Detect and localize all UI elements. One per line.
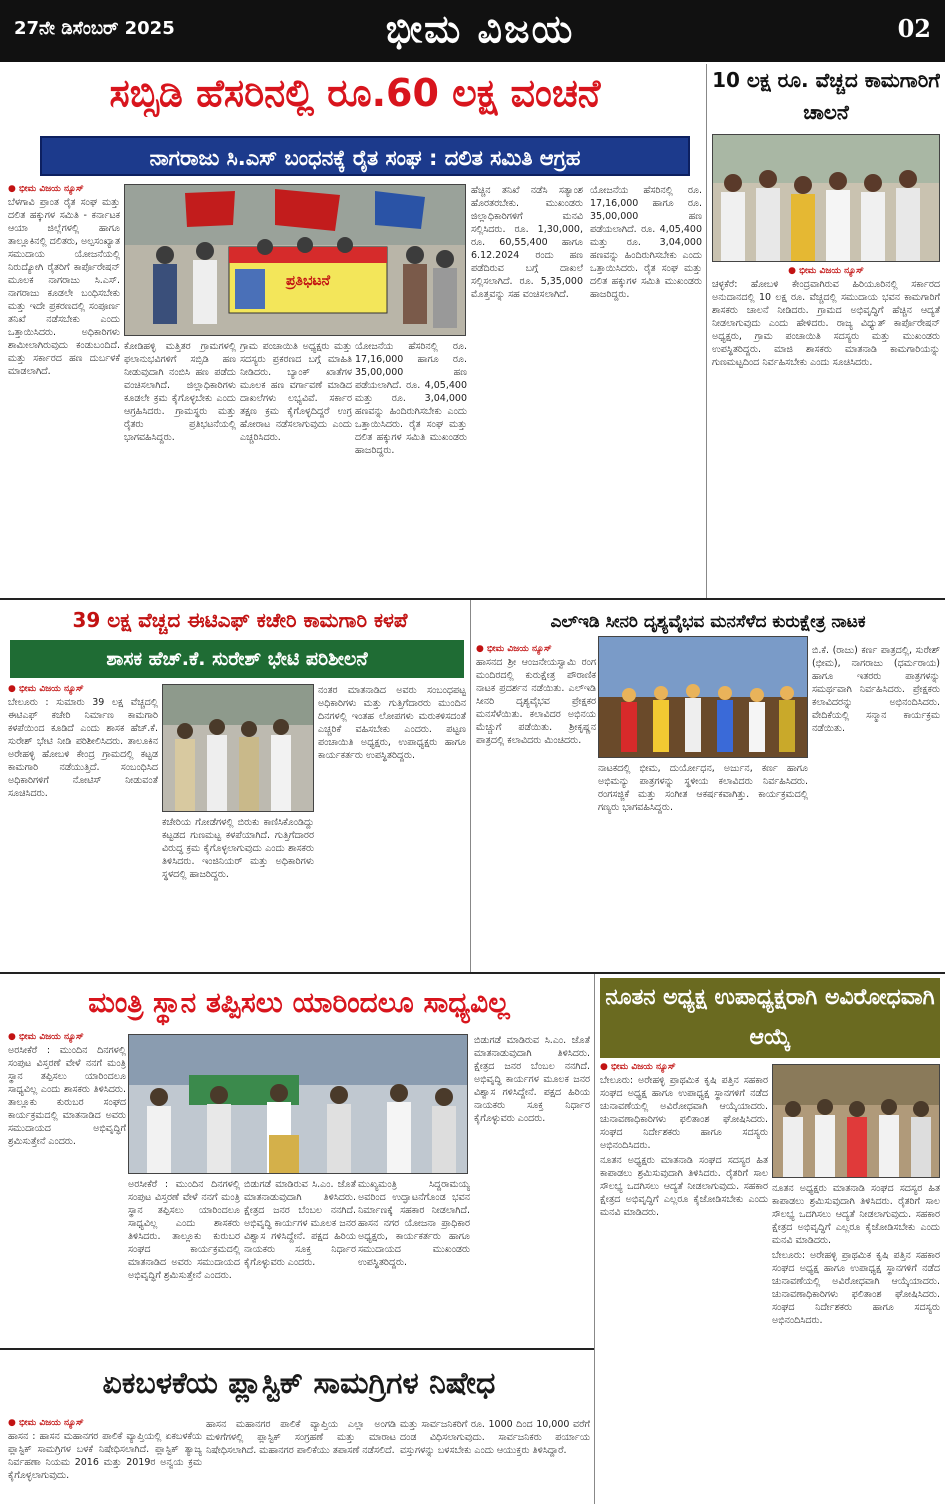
story1-headline: ಸಬ್ಸಿಡಿ ಹೆಸರಿನಲ್ಲಿ ರೂ.60 ಲಕ್ಷ ವಂಚನೆ (109, 71, 601, 115)
story1-protest-photo (124, 184, 466, 336)
page-number: 02 (897, 14, 931, 43)
story1-col1: ● ಭೀಮ ವಿಜಯ ನ್ಯೂಸ್ ಬೆಳಗಾವಿ ಪ್ರಾಂತ ರೈತ ಸಂಘ ಮತ್ತು ದಲಿತ ಹಕ್ಕುಗಳ ಸಮಿತಿ - ಕರ್ನಾಟಕ ಆಯಾ ಜಿಲ್ಲೆಗಳಲ್ಲಿ ಹಾಗೂ ತಾಲ್ಲೂಕಿನಲ್ಲಿ ದಲಿತರು, ಅಲ್ಪಸಂಖ್ಯಾತ ಸಮುದಾಯ ಯೋಜನೆಯಲ್ಲಿ ನಿರುದ್ಯೋಗಿ ರೈತರಿಗೆ ಕಾರ್ಪೊರೇಷನ್ ಮೂಲಕ ನಾಗರಾಜು ಸಿ.ಎಸ್. ನಾಗರಾಜು ಕೂಡಲೇ ಬಂಧಿಸಬೇಕು ಮತ್ತು ಇದೇ ಪ್ರಕರಣದಲ್ಲಿ ಸಂಪೂರ್ಣ ತನಿಖೆ ನಡೆಸಬೇಕು ಎಂದು ಒತ್ತಾಯಿಸಿದರು. ಅಧಿಕಾರಿಗಳು ಶಾಮೀಲಾಗಿರುವುದು ಕಂಡುಬಂದಿದೆ. ಮತ್ತು ಸರ್ಕಾರದ ಹಣ ದುರ್ಬಳಕೆ ಮಾಡಲಾಗಿದೆ. (8, 184, 120, 594)
story5-headline: ಮಂತ್ರಿ ಸ್ಥಾನ ತಪ್ಪಿಸಲು ಯಾರಿಂದಲೂ ಸಾಧ್ಯವಿಲ್ಲ (88, 986, 510, 1019)
banner-text: ಪ್ರತಿಭಟನೆ (285, 273, 331, 289)
story3-headline: 39 ಲಕ್ಷ ವೆಚ್ಚದ ಈಟಿಎಫ್ ಕಚೇರಿ ಕಾಮಗಾರಿ ಕಳಪೆ (72, 608, 408, 632)
story4-headline: ಎಲ್ಇಡಿ ಸೀನರಿ ದೃಶ್ಯವೈಭವ ಮನಸೆಳೆದ ಕುರುಕ್ಷೇತ್ರ ನಾಟಕ (550, 612, 866, 632)
story1-col2: ಕೋಡಿಹಳ್ಳಿ ಮತ್ತಿತರ ಗ್ರಾಮಗಳಲ್ಲಿ ಫಲಾನುಭವಿಗಳಿಗೆ ಸಬ್ಸಿಡಿ ಹಣ ನೀಡುವುದಾಗಿ ನಂಬಿಸಿ ಹಣ ಪಡೆದು ವಂಚಿಸಲಾಗಿದೆ. ಜಿಲ್ಲಾಧಿಕಾರಿಗಳು ಕೂಡಲೇ ಕ್ರಮ ಕೈಗೊಳ್ಳಬೇಕು ಎಂದು ಆಗ್ರಹಿಸಿದರು. ಗ್ರಾಮಸ್ಥರು ಮತ್ತು ರೈತರು ಪ್ರತಿಭಟನೆಯಲ್ಲಿ ಭಾಗವಹಿಸಿದ್ದರು. (124, 341, 236, 443)
story5-col5: ಬಿಡುಗಡೆ ಮಾಡಿರುವ ಸಿ.ಎಂ. ಜೊತೆ ಮಾತನಾಡುವುದಾಗಿ ತಿಳಿಸಿದರು. ಕ್ಷೇತ್ರದ ಜನರ ಬೆಂಬಲ ನನಗಿದೆ. ಅಭಿವೃದ್ಧಿ ಕಾರ್ಯಗಳ ಮೂಲಕ ಜನರ ವಿಶ್ವಾಸ ಗಳಿಸಿದ್ದೇನೆ. ಪಕ್ಷದ ಹಿರಿಯ ನಾಯಕರು ಸೂಕ್ತ ನಿರ್ಧಾರ ಕೈಗೊಳ್ಳುವರು ಎಂದರು. (474, 1035, 590, 1124)
story1-col3b: ಯೋಜನೆಯ ಹೆಸರಿನಲ್ಲಿ ರೂ. 17,16,000 ಹಾಗೂ ರೂ. 35,00,000 ಹಣ ಪಡೆಯಲಾಗಿದೆ. ರೂ. 4,05,400 ಮತ್ತು ರೂ. 3,04,000 ಹಣವನ್ನು ಹಿಂದಿರುಗಿಸಬೇಕು ಎಂದು ಒತ್ತಾಯಿಸಿದರು. ರೈತ ಸಂಘ ಮತ್ತು ದಲಿತ ಹಕ್ಕುಗಳ ಸಮಿತಿ ಮುಖಂಡರು ಹಾಜರಿದ್ದರು. (355, 341, 467, 456)
story2-headline: 10 ಲಕ್ಷ ರೂ. ವೆಚ್ಚದ ಕಾಮಗಾರಿಗೆ ಚಾಲನೆ (712, 68, 940, 124)
story6-photo (772, 1064, 940, 1178)
newspaper-title: ಭೀಮ ವಿಜಯ (385, 6, 575, 51)
story3-col2: ಕಚೇರಿಯ ಗೋಡೆಗಳಲ್ಲಿ ಬಿರುಕು ಕಾಣಿಸಿಕೊಂಡಿದ್ದು ಕಟ್ಟಡದ ಗುಣಮಟ್ಟ ಕಳಪೆಯಾಗಿದೆ. ಗುತ್ತಿಗೆದಾರರ ವಿರುದ್ಧ ಕ್ರಮ ಕೈಗೊಳ್ಳಲಾಗುವುದು ಎಂದು ಶಾಸಕರು ತಿಳಿಸಿದರು. ಇಂಜಿನಿಯರ್ ಮತ್ತು ಅಧಿಕಾರಿಗಳು ಸ್ಥಳದಲ್ಲಿ ಹಾಜರಿದ್ದರು. (162, 817, 314, 880)
story5-col2: ಅರಸೀಕೆರೆ : ಮುಂದಿನ ದಿನಗಳಲ್ಲಿ ಸಂಪುಟ ವಿಸ್ತರಣೆ ವೇಳೆ ನನಗೆ ಮಂತ್ರಿ ಸ್ಥಾನ ತಪ್ಪಿಸಲು ಯಾರಿಂದಲೂ ಸಾಧ್ಯವಿಲ್ಲ ಎಂದು ಶಾಸಕರು ತಿಳಿಸಿದರು. ತಾಲ್ಲೂಕು ಕುರುಬರ ಸಂಘದ ಕಾರ್ಯಕ್ರಮದಲ್ಲಿ ಮಾತನಾಡಿದ ಅವರು ಸಮುದಾಯದ ಅಭಿವೃದ್ಧಿಗೆ ಶ್ರಮಿಸುತ್ತೇನೆ ಎಂದರು. (128, 1179, 240, 1281)
story3-col3: ನಂತರ ಮಾತನಾಡಿದ ಅವರು ಸಂಬಂಧಪಟ್ಟ ಅಧಿಕಾರಿಗಳು ಮತ್ತು ಗುತ್ತಿಗೆದಾರರು ಮುಂದಿನ ದಿನಗಳಲ್ಲಿ ಇಂತಹ ಲೋಪಗಳು ಮರುಕಳಿಸದಂತೆ ಎಚ್ಚರಿಕೆ ವಹಿಸಬೇಕು ಎಂದರು. ಪಟ್ಟಣ ಪಂಚಾಯಿತಿ ಅಧ್ಯಕ್ಷರು, ಉಪಾಧ್ಯಕ್ಷರು ಹಾಗೂ ಕಾರ್ಯಕರ್ತರು ಉಪಸ್ಥಿತರಿದ್ದರು. (318, 685, 466, 761)
story4-drama-photo (598, 636, 808, 758)
story2-body: ● ಭೀಮ ವಿಜಯ ನ್ಯೂಸ್ ಚಳ್ಳಕೆರೆ: ಹೋಬಳಿ ಕೇಂದ್ರವಾಗಿರುವ ಹಿರಿಯೂರಿನಲ್ಲಿ ಸರ್ಕಾರದ ಅನುದಾನದಲ್ಲಿ 10 ಲಕ್ಷ ರೂ. ವೆಚ್ಚದಲ್ಲಿ ಸಮುದಾಯ ಭವನ ಕಾಮಗಾರಿಗೆ ಶಾಸಕರು ಚಾಲನೆ ನೀಡಿದರು. ಗ್ರಾಮದ ಅಭಿವೃದ್ಧಿಗೆ ಹೆಚ್ಚಿನ ಆದ್ಯತೆ ನೀಡಲಾಗುವುದು ಎಂದು ಹೇಳಿದರು. ರಾಜ್ಯ ವಿಧ್ಯುತ್ ಕಾರ್ಪೊರೇಷನ್ ಅಧ್ಯಕ್ಷರು, ಗ್ರಾಮ ಪಂಚಾಯಿತಿ ಸದಸ್ಯರು ಮತ್ತು ಮುಖಂಡರು ಉಪಸ್ಥಿತರಿದ್ದರು. ಮಾಜಿ ಶಾಸಕರು ಮಾತನಾಡಿ ಕಾಮಗಾರಿಯನ್ನು ಗುಣಮಟ್ಟದಿಂದ ನಿರ್ವಹಿಸಬೇಕು ಎಂದು ಸೂಚಿಸಿದರು. (712, 266, 940, 596)
story4-col3: ಬಿ.ಕೆ. (ರಾಜು) ಕರ್ಣ ಪಾತ್ರದಲ್ಲಿ, ಸುರೇಶ್ (ಭೀಮ), ನಾಗರಾಜು (ಧರ್ಮರಾಯ) ಹಾಗೂ ಇತರರು ಪಾತ್ರಗಳನ್ನು ಸಮರ್ಥವಾಗಿ ನಿರ್ವಹಿಸಿದರು. ಪ್ರೇಕ್ಷಕರು ಕಲಾವಿದರನ್ನು ಅಭಿನಂದಿಸಿದರು. ವೇದಿಕೆಯಲ್ಲಿ ಸನ್ಮಾನ ಕಾರ್ಯಕ್ರಮ ನಡೆಯಿತು. (812, 645, 940, 734)
story7-col3: ಮತ್ತು ಸಾರ್ವಜನಿಕರಿಗೆ ರೂ. 1000 ದಿಂದ 10,000 ವರೆಗೆ ದಂಡ ವಿಧಿಸಲಾಗುವುದು. ಸಾರ್ವಜನಿಕರು ಪರ್ಯಾಯ ವಸ್ತುಗಳನ್ನು ಬಳಸಬೇಕು ಎಂದು ಆಯುಕ್ತರು ತಿಳಿಸಿದ್ದಾರೆ. (400, 1419, 590, 1456)
story1-col5: ಯೋಜನೆಯ ಹೆಸರಿನಲ್ಲಿ ರೂ. 17,16,000 ಹಾಗೂ ರೂ. 35,00,000 ಹಣ ಪಡೆಯಲಾಗಿದೆ. ರೂ. 4,05,400 ಮತ್ತು ರೂ. 3,04,000 ಹಣವನ್ನು ಹಿಂದಿರುಗಿಸಬೇಕು ಎಂದು ಒತ್ತಾಯಿಸಿದರು. ರೈತ ಸಂಘ ಮತ್ತು ದಲಿತ ಹಕ್ಕುಗಳ ಸಮಿತಿ ಮುಖಂಡರು ಹಾಜರಿದ್ದರು. (590, 185, 702, 300)
story4-col2: ನಾಟಕದಲ್ಲಿ ಭೀಮ, ದುರ್ಯೋಧನ, ಅರ್ಜುನ, ಕರ್ಣ ಹಾಗೂ ಅಭಿಮನ್ಯು ಪಾತ್ರಗಳನ್ನು ಸ್ಥಳೀಯ ಕಲಾವಿದರು ನಿರ್ವಹಿಸಿದರು. ರಂಗಸಜ್ಜಿಕೆ ಮತ್ತು ಸಂಗೀತ ಆಕರ್ಷಕವಾಗಿತ್ತು. ಕಾರ್ಯಕ್ರಮದಲ್ಲಿ ಗಣ್ಯರು ಭಾಗವಹಿಸಿದ್ದರು. (598, 763, 808, 813)
story5-col3: ಬಿಡುಗಡೆ ಮಾಡಿರುವ ಸಿ.ಎಂ. ಜೊತೆ ಮಾತನಾಡುವುದಾಗಿ ತಿಳಿಸಿದರು. ಕ್ಷೇತ್ರದ ಜನರ ಬೆಂಬಲ ನನಗಿದೆ. ಅಭಿವೃದ್ಧಿ ಕಾರ್ಯಗಳ ಮೂಲಕ ಜನರ ವಿಶ್ವಾಸ ಗಳಿಸಿದ್ದೇನೆ. ಪಕ್ಷದ ಹಿರಿಯ ನಾಯಕರು ಸೂಕ್ತ ನಿರ್ಧಾರ ಕೈಗೊಳ್ಳುವರು ಎಂದರು. (244, 1179, 356, 1268)
issue-date: 27ನೇ ಡಿಸೆಂಬರ್ 2025 (14, 18, 175, 39)
story1-col3: ಗ್ರಾಮ ಪಂಚಾಯಿತಿ ಅಧ್ಯಕ್ಷರು ಮತ್ತು ಸದಸ್ಯರು ಪ್ರಕರಣದ ಬಗ್ಗೆ ಮಾಹಿತಿ ನೀಡಿದರು. ಬ್ಯಾಂಕ್ ಖಾತೆಗಳ ಮೂಲಕ ಹಣ ವರ್ಗಾವಣೆ ಮಾಡಿದ ದಾಖಲೆಗಳು ಲಭ್ಯವಿವೆ. ಸರ್ಕಾರ ತಕ್ಷಣ ಕ್ರಮ ಕೈಗೊಳ್ಳದಿದ್ದರೆ ಉಗ್ರ ಹೋರಾಟ ನಡೆಸಲಾಗುವುದು ಎಂದು ಎಚ್ಚರಿಸಿದರು. (240, 341, 352, 443)
story5-photo (128, 1034, 468, 1174)
story3-photo (162, 684, 314, 812)
masthead (0, 0, 945, 62)
story3-subhead: ಶಾಸಕ ಹೆಚ್.ಕೆ. ಸುರೇಶ್ ಭೇಟಿ ಪರಿಶೀಲನೆ (10, 640, 464, 678)
story7-headline: ಏಕಬಳಕೆಯ ಪ್ಲಾಸ್ಟಿಕ್ ಸಾಮಗ್ರಿಗಳ ನಿಷೇಧ (102, 1366, 496, 1401)
story6-col2: ನೂತನ ಅಧ್ಯಕ್ಷರು ಮಾತನಾಡಿ ಸಂಘದ ಸದಸ್ಯರ ಹಿತ ಕಾಪಾಡಲು ಶ್ರಮಿಸುವುದಾಗಿ ತಿಳಿಸಿದರು. ರೈತರಿಗೆ ಸಾಲ ಸೌಲಭ್ಯ ಒದಗಿಸಲು ಆದ್ಯತೆ ನೀಡಲಾಗುವುದು. ಸಹಕಾರ ಕ್ಷೇತ್ರದ ಅಭಿವೃದ್ಧಿಗೆ ಎಲ್ಲರೂ ಕೈಜೋಡಿಸಬೇಕು ಎಂದು ಮನವಿ ಮಾಡಿದರು. ಬೇಲೂರು: ಅರೇಹಳ್ಳಿ ಪ್ರಾಥಮಿಕ ಕೃಷಿ ಪತ್ತಿನ ಸಹಕಾರ ಸಂಘದ ಅಧ್ಯಕ್ಷ ಹಾಗೂ ಉಪಾಧ್ಯಕ್ಷ ಸ್ಥಾನಗಳಿಗೆ ನಡೆದ ಚುನಾವಣೆಯಲ್ಲಿ ಅವಿರೋಧವಾಗಿ ಆಯ್ಕೆಯಾದರು. ಚುನಾವಣಾಧಿಕಾರಿಗಳು ಫಲಿತಾಂಶ ಘೋಷಿಸಿದರು. ಸಂಘದ ನಿರ್ದೇಶಕರು ಹಾಗೂ ಸದಸ್ಯರು ಅಭಿನಂದಿಸಿದರು. (772, 1183, 940, 1326)
story2-photo (712, 134, 940, 262)
story7-col2: ಹಾಸನ ಮಹಾನಗರ ಪಾಲಿಕೆ ವ್ಯಾಪ್ತಿಯ ಎಲ್ಲಾ ಅಂಗಡಿ ಮಳಿಗೆಗಳಲ್ಲಿ ಪ್ಲಾಸ್ಟಿಕ್ ಸಂಗ್ರಹಣೆ ಮತ್ತು ಮಾರಾಟ ನಿಷೇಧಿಸಲಾಗಿದೆ. ಮಹಾನಗರ ಪಾಲಿಕೆಯು ತಪಾಸಣೆ ನಡೆಸಲಿದೆ. (206, 1419, 396, 1456)
story1-subhead: ನಾಗರಾಜು ಸಿ.ಎಸ್ ಬಂಧನಕ್ಕೆ ರೈತ ಸಂಘ : ದಲಿತ ಸಮಿತಿ ಆಗ್ರಹ (40, 136, 690, 176)
story3-col1: ● ಭೀಮ ವಿಜಯ ನ್ಯೂಸ್ ಬೇಲೂರು : ಸುಮಾರು 39 ಲಕ್ಷ ವೆಚ್ಚದಲ್ಲಿ ಈಟಿಎಫ್ ಕಚೇರಿ ನಿರ್ಮಾಣ ಕಾಮಗಾರಿ ಕಳಪೆಯಿಂದ ಕೂಡಿದೆ ಎಂದು ಶಾಸಕ ಹೆಚ್.ಕೆ. ಸುರೇಶ್ ಭೇಟಿ ನೀಡಿ ಪರಿಶೀಲಿಸಿದರು. ತಾಲೂಕಿನ ಅರೇಹಳ್ಳಿ ಹೋಬಳಿ ಕೇಂದ್ರ ಗ್ರಾಮದಲ್ಲಿ ಕಟ್ಟಡ ಕಾಮಗಾರಿ ನಡೆಯುತ್ತಿದೆ. ಸಂಬಂಧಿಸಿದ ಅಧಿಕಾರಿಗಳಿಗೆ ನೋಟಿಸ್ ನೀಡುವಂತೆ ಸೂಚಿಸಿದರು. (8, 684, 158, 970)
story6-col1: ● ಭೀಮ ವಿಜಯ ನ್ಯೂಸ್ ಬೇಲೂರು: ಅರೇಹಳ್ಳಿ ಪ್ರಾಥಮಿಕ ಕೃಷಿ ಪತ್ತಿನ ಸಹಕಾರ ಸಂಘದ ಅಧ್ಯಕ್ಷ ಹಾಗೂ ಉಪಾಧ್ಯಕ್ಷ ಸ್ಥಾನಗಳಿಗೆ ನಡೆದ ಚುನಾವಣೆಯಲ್ಲಿ ಅವಿರೋಧವಾಗಿ ಆಯ್ಕೆಯಾದರು. ಚುನಾವಣಾಧಿಕಾರಿಗಳು ಫಲಿತಾಂಶ ಘೋಷಿಸಿದರು. ಸಂಘದ ನಿರ್ದೇಶಕರು ಹಾಗೂ ಸದಸ್ಯರು ಅಭಿನಂದಿಸಿದರು. ನೂತನ ಅಧ್ಯಕ್ಷರು ಮಾತನಾಡಿ ಸಂಘದ ಸದಸ್ಯರ ಹಿತ ಕಾಪಾಡಲು ಶ್ರಮಿಸುವುದಾಗಿ ತಿಳಿಸಿದರು. ರೈತರಿಗೆ ಸಾಲ ಸೌಲಭ್ಯ ಒದಗಿಸಲು ಆದ್ಯತೆ ನೀಡಲಾಗುವುದು. ಸಹಕಾರ ಕ್ಷೇತ್ರದ ಅಭಿವೃದ್ಧಿಗೆ ಎಲ್ಲರೂ ಕೈಜೋಡಿಸಬೇಕು ಎಂದು ಮನವಿ ಮಾಡಿದರು. (600, 1062, 768, 1502)
story5-col1: ● ಭೀಮ ವಿಜಯ ನ್ಯೂಸ್ ಅರಸೀಕೆರೆ : ಮುಂದಿನ ದಿನಗಳಲ್ಲಿ ಸಂಪುಟ ವಿಸ್ತರಣೆ ವೇಳೆ ನನಗೆ ಮಂತ್ರಿ ಸ್ಥಾನ ತಪ್ಪಿಸಲು ಯಾರಿಂದಲೂ ಸಾಧ್ಯವಿಲ್ಲ ಎಂದು ಶಾಸಕರು ತಿಳಿಸಿದರು. ತಾಲ್ಲೂಕು ಕುರುಬರ ಸಂಘದ ಕಾರ್ಯಕ್ರಮದಲ್ಲಿ ಮಾತನಾಡಿದ ಅವರು ಸಮುದಾಯದ ಅಭಿವೃದ್ಧಿಗೆ ಶ್ರಮಿಸುತ್ತೇನೆ ಎಂದರು. (8, 1032, 126, 1346)
story1-col4: ಹೆಚ್ಚಿನ ತನಿಖೆ ನಡೆಸಿ ಸತ್ಯಾಂಶ ಹೊರತರಬೇಕು. ಮುಖಂಡರು ಜಿಲ್ಲಾಧಿಕಾರಿಗಳಿಗೆ ಮನವಿ ಸಲ್ಲಿಸಿದರು. ರೂ. 1,30,000, ರೂ. 60,55,400 ಹಾಗೂ 6.12.2024 ರಂದು ಹಣ ಪಡೆದಿರುವ ಬಗ್ಗೆ ದಾಖಲೆ ಸಲ್ಲಿಸಲಾಗಿದೆ. ರೂ. 5,35,000 ಮೊತ್ತವನ್ನು ಸಹ ವಂಚಿಸಲಾಗಿದೆ. (471, 185, 583, 300)
story5-col4: ಮುಖ್ಯಮಂತ್ರಿ ಸಿದ್ದರಾಮಯ್ಯ ಅವರಿಂದ ಉದ್ಘಾಟನೆಗೊಂಡ ಭವನ ನಿರ್ಮಾಣಕ್ಕೆ ಸಹಕಾರ ನೀಡಲಾಗಿದೆ. ಹಾಸನ ನಗರ ಯೋಜನಾ ಪ್ರಾಧಿಕಾರ ಅಧ್ಯಕ್ಷರು, ಕಾರ್ಯಕರ್ತರು ಹಾಗೂ ಸಮುದಾಯದ ಮುಖಂಡರು ಉಪಸ್ಥಿತರಿದ್ದರು. (358, 1179, 470, 1268)
story6-headline: ನೂತನ ಅಧ್ಯಕ್ಷ ಉಪಾಧ್ಯಕ್ಷರಾಗಿ ಅವಿರೋಧವಾಗಿ ಆಯ್ಕೆ (600, 978, 940, 1058)
story7-col1: ● ಭೀಮ ವಿಜಯ ನ್ಯೂಸ್ ಹಾಸನ : ಹಾಸನ ಮಹಾನಗರ ಪಾಲಿಕೆ ವ್ಯಾಪ್ತಿಯಲ್ಲಿ ಏಕಬಳಕೆಯ ಪ್ಲಾಸ್ಟಿಕ್ ಸಾಮಗ್ರಿಗಳ ಬಳಕೆ ನಿಷೇಧಿಸಲಾಗಿದೆ. ಪ್ಲಾಸ್ಟಿಕ್ ತ್ಯಾಜ್ಯ ನಿರ್ವಹಣಾ ನಿಯಮ 2016 ಮತ್ತು 2019ರ ಅನ್ವಯ ಕ್ರಮ ಕೈಗೊಳ್ಳಲಾಗುವುದು. (8, 1418, 202, 1504)
story4-col1: ● ಭೀಮ ವಿಜಯ ನ್ಯೂಸ್ ಹಾಸನದ ಶ್ರೀ ಆಂಜನೇಯಸ್ವಾಮಿ ರಂಗ ಮಂದಿರದಲ್ಲಿ ಕುರುಕ್ಷೇತ್ರ ಪೌರಾಣಿಕ ನಾಟಕ ಪ್ರದರ್ಶನ ನಡೆಯಿತು. ಎಲ್ಇಡಿ ಸೀನರಿ ದೃಶ್ಯವೈಭವ ಪ್ರೇಕ್ಷಕರ ಮನಸೆಳೆಯಿತು. ಕಲಾವಿದರ ಅಭಿನಯ ಮೆಚ್ಚುಗೆ ಪಡೆಯಿತು. ಶ್ರೀಕೃಷ್ಣನ ಪಾತ್ರದಲ್ಲಿ ಕಲಾವಿದರು ಮಿಂಚಿದರು. (476, 644, 596, 970)
